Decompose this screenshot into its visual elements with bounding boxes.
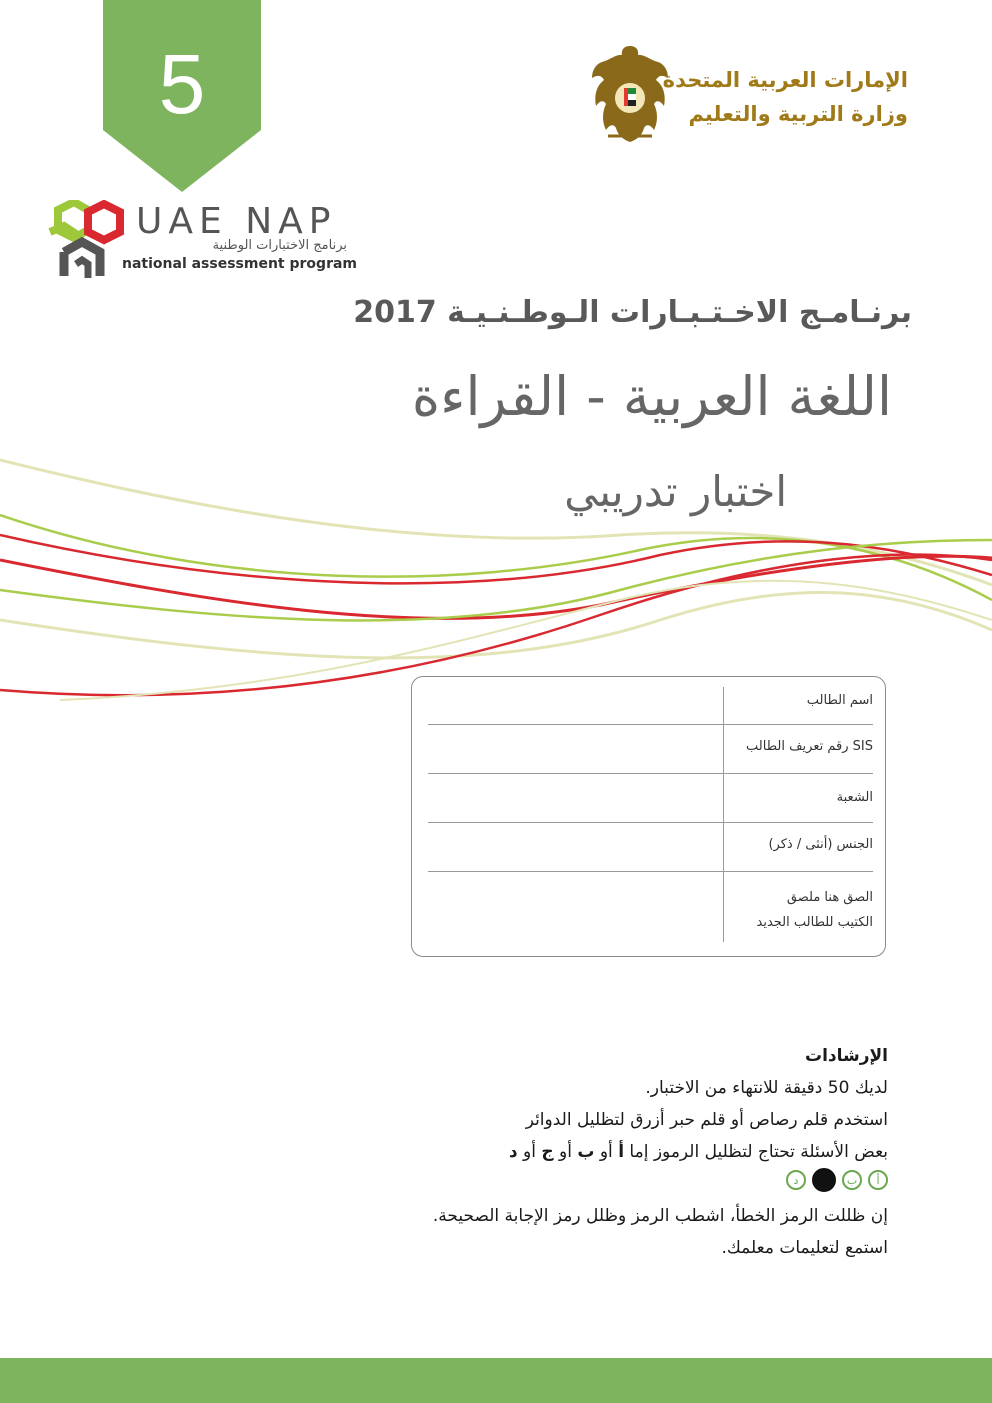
student-gender-label: الجنس (أنثى / ذكر) bbox=[768, 837, 873, 852]
sticker-row[interactable] bbox=[428, 872, 873, 942]
instructions bbox=[368, 1046, 888, 1270]
column-divider bbox=[723, 823, 724, 872]
column-divider bbox=[723, 725, 724, 774]
symbol-c: ج bbox=[541, 1142, 554, 1162]
instruction-symbols-prefix: بعض الأسئلة تحتاج لتظليل الرموز إما bbox=[629, 1142, 888, 1162]
ministry-header bbox=[588, 40, 908, 150]
sticker-label-line1: الصق هنا ملصق bbox=[786, 890, 873, 905]
instruction-time: لديك 50 دقيقة للانتهاء من الاختبار. bbox=[645, 1078, 888, 1098]
instruction-pencil: استخدم قلم رصاص أو قلم حبر أزرق لتظليل الدوائر bbox=[525, 1110, 888, 1130]
symbol-b: ب bbox=[577, 1142, 595, 1162]
or-text: أو bbox=[599, 1142, 613, 1162]
nap-logo-nap: NAP bbox=[245, 201, 337, 242]
student-sis-label: SIS رقم تعريف الطالب bbox=[746, 739, 873, 754]
grade-tab bbox=[103, 0, 261, 192]
nap-logo-title bbox=[136, 201, 337, 242]
student-info-box bbox=[411, 676, 886, 957]
decorative-waves bbox=[0, 440, 992, 710]
student-section-row[interactable] bbox=[428, 774, 873, 823]
instruction-correction: إن ظللت الرمز الخطأ، اشطب الرمز وظلل رمز الإجابة الصحيحة. bbox=[432, 1206, 888, 1226]
footer-bar bbox=[0, 1358, 992, 1403]
bubble-c-filled bbox=[812, 1168, 836, 1192]
symbol-d: د bbox=[508, 1142, 518, 1162]
student-name-label: اسم الطالب bbox=[806, 693, 873, 708]
instruction-symbols bbox=[368, 1142, 888, 1162]
nap-logo-mark-icon bbox=[44, 200, 126, 284]
uae-emblem-icon bbox=[588, 40, 672, 148]
bubble-d: د bbox=[786, 1170, 806, 1190]
bubble-a: أ bbox=[868, 1170, 888, 1190]
sticker-label-line2: الكتيب للطالب الجديد bbox=[756, 915, 873, 930]
nap-logo-english: national assessment program bbox=[122, 256, 358, 272]
nap-logo-uae: UAE bbox=[136, 201, 228, 242]
or-text: أو bbox=[559, 1142, 572, 1162]
grade-number: 5 bbox=[158, 37, 206, 131]
sticker-label bbox=[728, 890, 873, 930]
nap-logo bbox=[44, 200, 358, 284]
student-sis-row[interactable] bbox=[428, 725, 873, 774]
ministry-name: وزارة التربية والتعليم bbox=[688, 102, 908, 126]
student-section-label: الشعبة bbox=[836, 790, 873, 805]
column-divider bbox=[723, 872, 724, 942]
subject-title: اللغة العربية - القراءة bbox=[411, 365, 892, 428]
student-gender-row[interactable] bbox=[428, 823, 873, 872]
symbol-a: أ bbox=[618, 1142, 625, 1162]
test-type: اختبار تدريبي bbox=[564, 467, 787, 516]
instruction-listen: استمع لتعليمات معلمك. bbox=[721, 1238, 888, 1258]
program-title: برنـامـج الاخـتـبـارات الـوطـنـيـة 2017 bbox=[353, 295, 912, 330]
ministry-country: الإمارات العربية المتحدة bbox=[662, 68, 908, 92]
instructions-heading: الإرشادات bbox=[804, 1046, 888, 1066]
column-divider bbox=[723, 687, 724, 725]
column-divider bbox=[723, 774, 724, 823]
student-name-row[interactable] bbox=[428, 687, 873, 725]
or-text: أو bbox=[522, 1142, 536, 1162]
nap-logo-arabic: برنامج الاختبارات الوطنية bbox=[212, 238, 347, 253]
bubble-b: ب bbox=[842, 1170, 862, 1190]
answer-bubbles-example bbox=[368, 1170, 888, 1192]
